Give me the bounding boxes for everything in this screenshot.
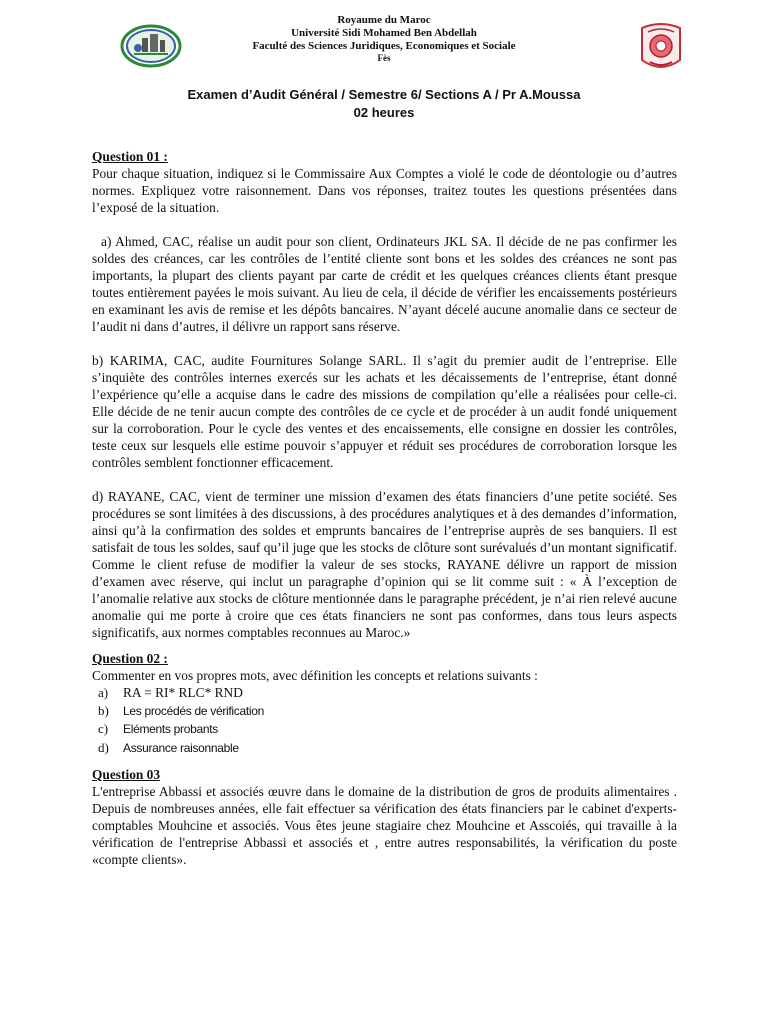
question-01-intro: Pour chaque situation, indiquez si le Commissaire Aux Comptes a violé le code de déontologie ou d’autres normes. Expliquez votre raisonnement. Dans vos réponses, traitez toutes les questions présentées dans l’exposé de la situation. (92, 166, 677, 215)
list-item: a) RA = RI* RLC* RND (98, 685, 243, 700)
case-b: b) KARIMA, CAC, audite Fournitures Solange SARL. Il s’agit du premier audit de l’entreprise. Elle s’inquiète des contrôles internes exercés sur les achats et les décaissements de l’entreprise, étant donné l’expérience qu’elle a acquise dans le cadre des missions de compilation qu’elle a réalisées pour celle-ci. Elle décide de ne tenir aucun compte des contrôles de ce cycle et de procéder à un audit fondé uniquement sur la corroboration. Pour le cycle des ventes et des encaissements, elle consigne en dossier les contrôles, teste ceux sur lesquels elle estime pouvoir s’appuyer et réduit ses procédures de corroboration lorsque les contrôles semblent fonctionner efficacement. (92, 353, 677, 470)
header-city: Fès (377, 53, 391, 63)
question-03-heading: Question 03 (92, 767, 161, 782)
question-03-text: L'entreprise Abbassi et associés œuvre dans le domaine de la distribution de gros de produits alimentaires . Depuis de nombreuses années, elle fait effectuer sa vérification des états financiers par le cabinet d'experts-comptables Mouhcine et associés. Vous êtes jeune stagiaire chez Mouhcine et Asscoiés, qui travaille à la vérification de l'entreprise Abbassi et associés et , entre autres responsabilités, la vérification du poste «compte clients». (92, 784, 677, 867)
case-d: d) RAYANE, CAC, vient de terminer une mission d’examen des états financiers d’une petite société. Ses procédures se sont limitées à des discussions, à des procédures analytiques et à des demandes d’information, ainsi qu’à la confirmation des soldes et emprunts bancaires de l’entreprise auprès de ses banquiers. Il est satisfait de tous les soldes, sauf qu’il juge que les stocks de clôture sont surévalués d’un montant significatif. Comme le client refuse de modifier la valeur de ses stocks, RAYANE délivre un rapport de mission d’examen avec réserve, qui inclut un paragraphe d’opinion qui se lit comme suit : « À l’exception de l’anomalie relative aux stocks de clôture mentionnée dans le paragraphe précédent, je n’ai rien relevé aucune anomalie qui me porte à croire que ces états financiers ne sont pas conformes, dans tous leurs aspects significatifs, aux normes comptables reconnues au Maroc.» (92, 489, 677, 640)
list-item: b) Les procédés de vérification (98, 702, 265, 718)
header-faculty: Faculté des Sciences Juridiques, Economiques et Sociale (252, 40, 516, 52)
list-item: c) Eléments probants (98, 721, 218, 736)
university-logo-icon (120, 24, 182, 68)
question-02-heading: Question 02 : (92, 651, 168, 666)
case-a: a) Ahmed, CAC, réalise un audit pour son client, Ordinateurs JKL SA. Il décide de ne pas confirmer les soldes des créances, car les contrôles de l’entité cliente sont bons et les soldes des créances ne sont pas importants, la plupart des clients payant par carte de crédit et les quelques créances clients étant presque toutes entièrement payées le mois suivant. Au lieu de cela, il décide de vérifier les encaissements postérieurs en examinant les avis de remise et les dépôts bancaires. N’ayant décelé aucune anomalie dans ce secteur de l’audit ni dans d’autres, il délivre un rapport sans réserve. (92, 234, 677, 334)
exam-title: Examen d’Audit Général / Semestre 6/ Sections A / Pr A.Moussa (187, 87, 581, 102)
exam-content (92, 148, 677, 868)
faculty-logo-icon (636, 20, 686, 74)
question-02-intro: Commenter en vos propres mots, avec définition les concepts et relations suivants : (92, 668, 538, 683)
list-item: d) Assurance raisonnable (98, 739, 239, 755)
header-university: Université Sidi Mohamed Ben Abdellah (291, 27, 477, 39)
institution-header (200, 14, 568, 63)
exam-duration: 02 heures (353, 105, 415, 120)
header-kingdom: Royaume du Maroc (337, 14, 431, 26)
question-01-heading: Question 01 : (92, 149, 168, 164)
concept-list (92, 684, 677, 757)
